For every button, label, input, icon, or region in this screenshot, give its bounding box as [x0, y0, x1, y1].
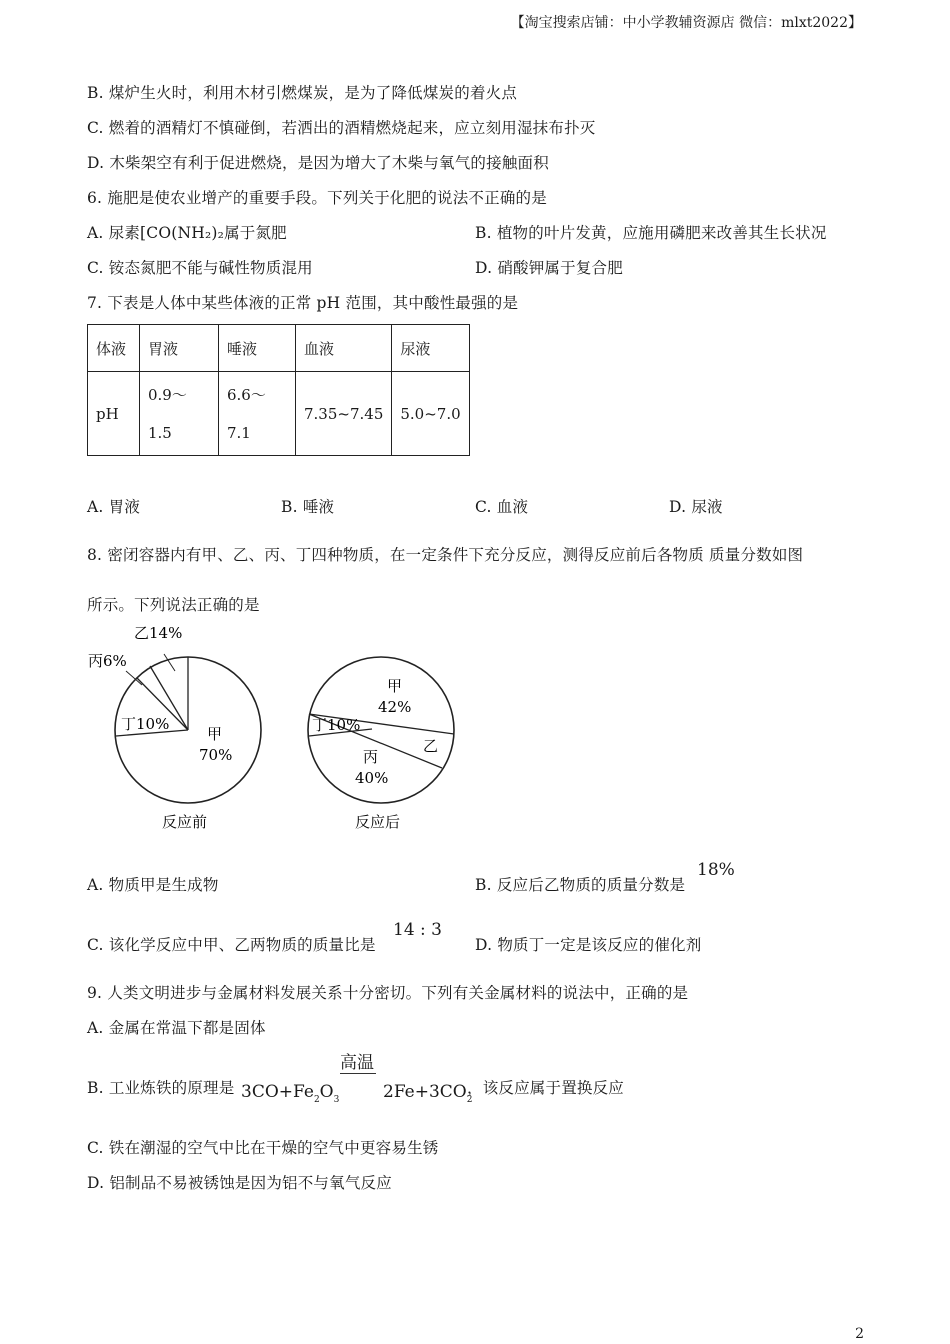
pie-before-label-jia-name: 甲	[207, 725, 223, 743]
q8-option-b: B. 反应后乙物质的质量分数是	[475, 876, 686, 894]
table-cell: 胃液	[140, 325, 219, 372]
q9-option-b-intro: B. 工业炼铁的原理是	[87, 1079, 235, 1097]
pie-before-label-bing: 丙6%	[88, 652, 127, 670]
reaction-condition: 高温	[340, 1053, 374, 1073]
product-text: 2Fe+3CO	[383, 1082, 467, 1102]
pie-before-label-jia-pct: 70%	[199, 746, 233, 764]
pie-after-label-jia-pct: 42%	[378, 698, 412, 716]
pie-before-label-yi: 乙14%	[134, 624, 183, 642]
table-cell-blood: 7.35~7.45	[296, 372, 392, 456]
q6-option-a: A. 尿素[CO(NH₂)₂属于氮肥	[87, 224, 287, 242]
pie-charts-figure	[80, 615, 480, 840]
q6-option-c: C. 铵态氮肥不能与碱性物质混用	[87, 259, 313, 277]
q8-option-c-value: 14 : 3	[393, 920, 442, 940]
page-header: 【淘宝搜索店铺：中小学教辅资源店 微信：mlxt2022】	[510, 15, 862, 31]
q8-stem-line2: 所示。下列说法正确的是	[87, 596, 260, 614]
pie-before-caption: 反应前	[162, 813, 208, 831]
pie-after-label-bing-pct: 40%	[355, 769, 389, 787]
table-cell-gastric	[140, 372, 219, 456]
q9-option-b-conclusion: ，该反应属于置换反应	[467, 1079, 625, 1097]
gastric-max: 1.5	[148, 423, 172, 442]
ph-table	[87, 324, 470, 456]
q8-option-b-value: 18%	[697, 860, 735, 880]
pie-after-label-ding: 丁10%	[312, 716, 361, 734]
q8-stem-line1: 8. 密闭容器内有甲、乙、丙、丁四种物质，在一定条件下充分反应，测得反应前后各物质 质量分数如图	[87, 546, 804, 564]
q7-stem: 7. 下表是人体中某些体液的正常 pH 范围，其中酸性最强的是	[87, 294, 519, 312]
reaction-products	[383, 1082, 473, 1105]
q6-option-b: B. 植物的叶片发黄，应施用磷肥来改善其生长状况	[475, 224, 827, 242]
table-cell: 尿液	[392, 325, 469, 372]
reactant-oxygen: O	[319, 1082, 334, 1102]
saliva-max: 7.1	[227, 423, 251, 442]
leader-line	[164, 654, 175, 671]
reactant-text: 3CO+Fe	[241, 1082, 314, 1102]
table-cell-urine: 5.0~7.0	[392, 372, 469, 456]
table-cell: 血液	[296, 325, 392, 372]
q6-option-d: D. 硝酸钾属于复合肥	[475, 259, 623, 277]
q5-option-d: D. 木柴架空有利于促进燃烧，是因为增大了木柴与氧气的接触面积	[87, 154, 549, 172]
table-cell: pH	[88, 372, 140, 456]
reaction-arrow-line	[340, 1073, 376, 1074]
reaction-reactants	[241, 1082, 340, 1105]
q9-option-d: D. 铝制品不易被锈蚀是因为铝不与氧气反应	[87, 1174, 392, 1192]
pie-after-label-bing-name: 丙	[363, 748, 379, 766]
saliva-min: 6.6～	[227, 385, 266, 404]
table-cell-saliva	[219, 372, 296, 456]
page-number: 2	[855, 1326, 864, 1342]
q9-option-c: C. 铁在潮湿的空气中比在干燥的空气中更容易生锈	[87, 1139, 439, 1157]
q8-option-d: D. 物质丁一定是该反应的催化剂	[475, 936, 702, 954]
q7-option-d: D. 尿液	[669, 498, 723, 516]
q7-option-c: C. 血液	[475, 498, 529, 516]
q8-option-a: A. 物质甲是生成物	[87, 876, 219, 894]
q9-stem: 9. 人类文明进步与金属材料发展关系十分密切。下列有关金属材料的说法中，正确的是	[87, 984, 689, 1002]
ph-table-header-row	[88, 325, 470, 372]
leader-line	[126, 671, 142, 685]
subscript: 2	[466, 1095, 473, 1105]
subscript: 3	[333, 1095, 340, 1105]
q5-option-c: C. 燃着的酒精灯不慎碰倒，若洒出的酒精燃烧起来，应立刻用湿抹布扑灭	[87, 119, 596, 137]
table-cell: 体液	[88, 325, 140, 372]
pie-after-caption: 反应后	[355, 813, 401, 831]
ph-table-value-row	[88, 372, 470, 456]
pie-after-label-jia-name: 甲	[387, 677, 403, 695]
q7-option-b: B. 唾液	[281, 498, 335, 516]
q5-option-b: B. 煤炉生火时，利用木材引燃煤炭，是为了降低煤炭的着火点	[87, 84, 518, 102]
pie-after-label-yi: 乙	[423, 737, 439, 755]
gastric-min: 0.9～	[148, 385, 187, 404]
q7-option-a: A. 胃液	[87, 498, 141, 516]
q6-stem: 6. 施肥是使农业增产的重要手段。下列关于化肥的说法不正确的是	[87, 189, 547, 207]
q8-option-c: C. 该化学反应中甲、乙两物质的质量比是	[87, 936, 376, 954]
table-cell: 唾液	[219, 325, 296, 372]
q9-option-a: A. 金属在常温下都是固体	[87, 1019, 266, 1037]
subscript: 2	[313, 1095, 320, 1105]
pie-before	[88, 624, 261, 831]
pie-before-label-ding: 丁10%	[121, 715, 170, 733]
pie-after	[308, 657, 454, 831]
